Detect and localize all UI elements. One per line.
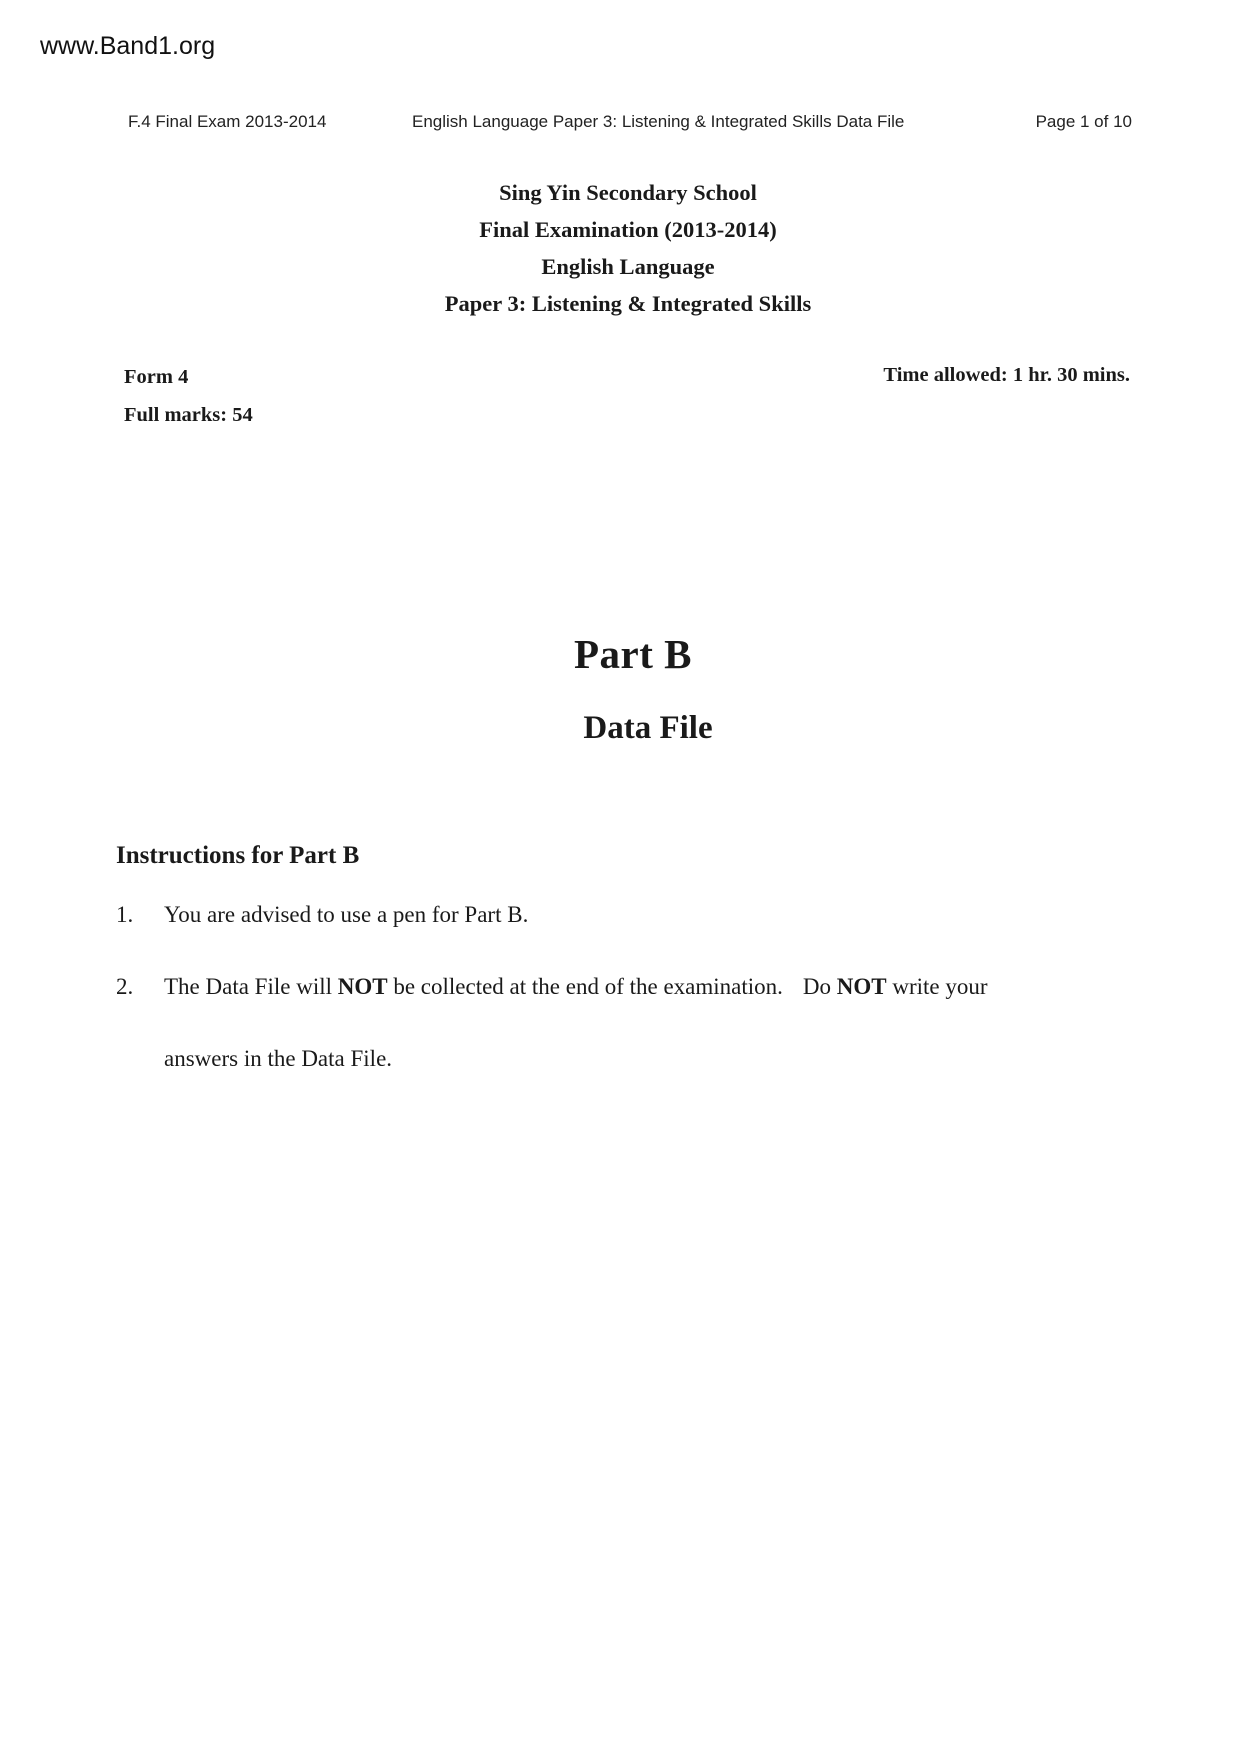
exam-title: Final Examination (2013-2014): [479, 217, 777, 242]
school-name: Sing Yin Secondary School: [499, 180, 757, 205]
instruction-text-part: write your: [886, 974, 988, 999]
instruction-number: 2.: [116, 974, 134, 999]
instruction-text: You are advised to use a pen for Part B.: [164, 902, 529, 927]
paper-title: Paper 3: Listening & Integrated Skills: [444, 291, 812, 316]
instruction-continuation: answers in the Data File.: [164, 1046, 393, 1071]
instructions-heading: Instructions for Part B: [116, 842, 360, 869]
part-subtitle: Data File: [583, 710, 713, 746]
instruction-text-part: be collected at the end of the examination.: [387, 974, 783, 999]
emphasis-not: NOT: [836, 974, 887, 999]
header-paper-name: English Language Paper 3: Listening & Integrated Skills Data File: [412, 112, 905, 131]
instruction-text-part: The Data File will: [164, 974, 338, 999]
instruction-number: 1.: [116, 902, 134, 927]
document-title-block: [0, 174, 1240, 322]
website-watermark: www.Band1.org: [40, 32, 216, 60]
running-header: [0, 112, 1240, 136]
emphasis-not: NOT: [337, 974, 388, 999]
header-page-number: Page 1 of 10: [1035, 112, 1132, 131]
full-marks: Full marks: 54: [124, 404, 253, 426]
subject-title: English Language: [541, 254, 715, 279]
instruction-text: [164, 974, 988, 1000]
form-level: Form 4: [124, 366, 189, 388]
part-title: Part B: [574, 631, 692, 677]
instruction-text-part: Do: [802, 974, 837, 999]
time-allowed: Time allowed: 1 hr. 30 mins.: [883, 364, 1130, 386]
form-info: [124, 358, 253, 434]
header-exam-name: F.4 Final Exam 2013-2014: [128, 112, 327, 131]
